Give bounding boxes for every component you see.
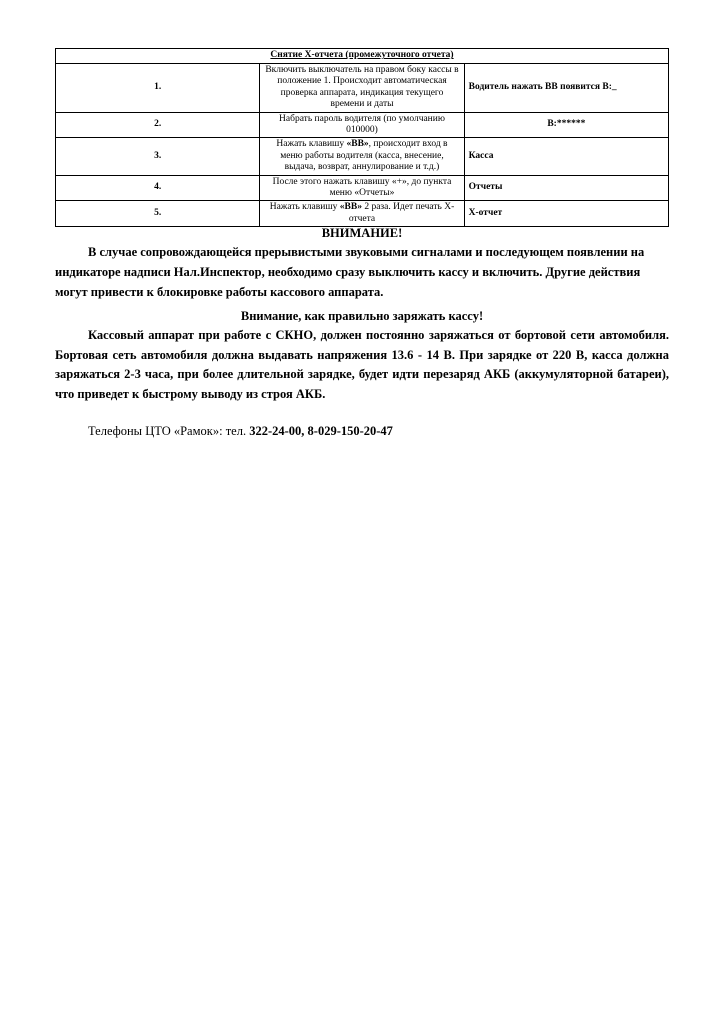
step-action — [260, 201, 464, 227]
step-action-prefix: Нажать клавишу — [269, 202, 340, 213]
warning-title: ВНИМАНИЕ! — [321, 226, 403, 240]
step-action — [260, 138, 464, 175]
contacts-label: Телефоны ЦТО «Рамок»: тел. — [88, 424, 250, 438]
step-action-suffix: 2 раза. Идет печать Х-отчета — [348, 202, 455, 224]
step-action-suffix: , происходит вход в меню работы водителя (касса, внесение, выдача, возврат, аннулирование и т.д.) — [280, 139, 448, 173]
step-display: Х-отчет — [464, 201, 668, 227]
step-number: 5. — [56, 201, 260, 227]
step-number: 4. — [56, 175, 260, 201]
step-number: 3. — [56, 138, 260, 175]
step-display: Касса — [464, 138, 668, 175]
step-display: Отчеты — [464, 175, 668, 201]
step-number: 2. — [56, 112, 260, 138]
key-name: «ВВ» — [346, 139, 369, 150]
warning-text: В случае сопровождающейся прерывистыми звуковыми сигналами и последующем появлении на индикаторе надписи Нал.Инспектор, необходимо сразу выключить кассу и включить. Другие действия могут привести к блокировке работы кассового аппарата. — [55, 245, 645, 299]
x-report-table — [55, 48, 669, 227]
step-action-prefix: Нажать клавишу — [276, 139, 347, 150]
table-row — [56, 175, 669, 201]
step-action: После этого нажать клавишу «+», до пункта меню «Отчеты» — [260, 175, 464, 201]
table-title: Снятие Х-отчета (промежуточного отчета) — [56, 49, 669, 64]
charging-text: Кассовый аппарат при работе с СКНО, должен постоянно заряжаться от бортовой сети автомобиля. Бортовая сеть автомобиля должна выдавать напряжения 13.6 - 14 В. При зарядке от 220 В, касса должна заряжаться 2-3 часа, при более длительной зарядке, будет идти перезаряд АКБ (аккумуляторной батареи), что приведет к быстрому выводу из строя АКБ. — [55, 328, 669, 401]
table-row — [56, 201, 669, 227]
table-row — [56, 112, 669, 138]
step-display: Водитель нажать ВВ появится В:_ — [464, 64, 668, 113]
step-display: В:****** — [464, 112, 668, 138]
charging-title: Внимание, как правильно заряжать кассу! — [240, 309, 484, 323]
table-title-row — [56, 49, 669, 64]
step-action: Включить выключатель на правом боку кассы в положение 1. Происходит автоматическая проверка аппарата, индикация текущего времени и даты — [260, 64, 464, 113]
table-row — [56, 138, 669, 175]
step-action: Набрать пароль водителя (по умолчанию 010000) — [260, 112, 464, 138]
step-number: 1. — [56, 64, 260, 113]
table-row — [56, 64, 669, 113]
contacts-phones: 322-24-00, 8-029-150-20-47 — [249, 424, 393, 438]
contacts-line — [88, 424, 669, 439]
key-name: «ВВ» — [339, 202, 362, 213]
